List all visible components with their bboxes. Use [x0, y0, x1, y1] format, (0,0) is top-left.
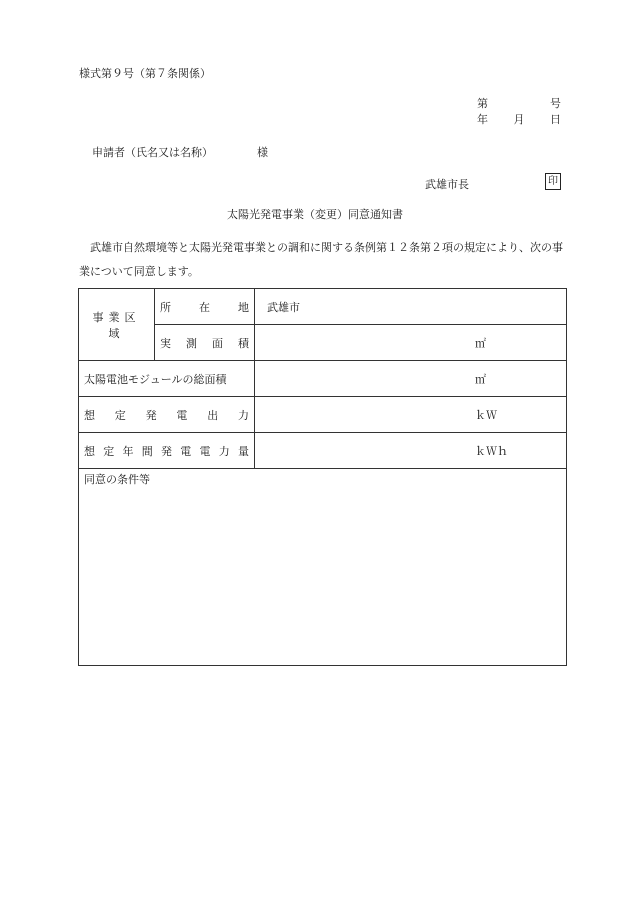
label-char: 想	[84, 408, 95, 422]
label-char: 量	[238, 444, 249, 458]
table-row	[79, 289, 567, 325]
label-char: 測	[186, 336, 197, 350]
measured-area-value[interactable]	[255, 325, 567, 361]
conditions-label: 同意の条件等	[84, 473, 150, 486]
label-char: 電	[199, 444, 211, 458]
location-value[interactable]: 武雄市	[255, 289, 567, 325]
date-year: 年	[477, 113, 488, 126]
applicant-label: 申請者（氏名又は名称）	[92, 146, 213, 159]
output-unit: ｋＷ	[475, 408, 497, 422]
body-text: 武雄市自然環境等と太陽光発電事業との調和に関する条例第１２条第２項の規定により、次の事業について同意します。	[79, 241, 563, 278]
output-label	[79, 397, 255, 433]
label-char: 間	[141, 444, 153, 458]
label-char: 発	[161, 444, 172, 458]
date-month: 月	[513, 113, 525, 126]
measured-area-label	[155, 325, 255, 361]
table-row	[79, 361, 567, 397]
table-row	[79, 433, 567, 469]
conditions-field[interactable]	[79, 469, 567, 666]
applicant-line	[92, 144, 268, 160]
number-suffix: 号	[550, 97, 561, 110]
label-char: 想	[84, 444, 95, 458]
annual-generation-unit: ｋＷｈ	[475, 444, 508, 458]
panel-area-label: 太陽電池モジュールの総面積	[79, 361, 255, 397]
document-title: 太陽光発電事業（変更）同意通知書	[227, 208, 403, 221]
label-char: 積	[238, 336, 249, 350]
form-number: 様式第９号（第７条関係）	[79, 67, 211, 80]
panel-area-unit: ㎡	[475, 372, 486, 386]
project-area-text: 事業区域	[92, 310, 141, 340]
location-label	[155, 289, 255, 325]
project-area-label	[79, 289, 155, 361]
label-char: 所	[160, 300, 171, 314]
output-value[interactable]	[255, 397, 567, 433]
document-number-line	[477, 95, 561, 111]
project-info-table	[78, 288, 567, 666]
seal-stamp-box: 印	[545, 173, 561, 190]
number-prefix: 第	[477, 97, 488, 110]
label-char: 年	[122, 444, 134, 458]
label-char: 定	[114, 408, 126, 422]
label-char: 電	[176, 408, 188, 422]
table-row	[79, 469, 567, 666]
date-day: 日	[550, 113, 561, 126]
label-char: 出	[207, 408, 219, 422]
label-char: 実	[160, 336, 171, 350]
panel-area-value[interactable]	[255, 361, 567, 397]
annual-generation-value[interactable]	[255, 433, 567, 469]
label-char: 電	[180, 444, 192, 458]
table-row	[79, 397, 567, 433]
label-char: 面	[212, 336, 223, 350]
annual-generation-label	[79, 433, 255, 469]
issuer-title: 武雄市長	[425, 178, 469, 191]
measured-area-unit: ㎡	[475, 336, 486, 350]
label-char: 発	[145, 408, 157, 422]
label-char: 地	[238, 300, 249, 314]
date-line	[477, 111, 561, 127]
label-char: 力	[218, 444, 230, 458]
label-char: 在	[199, 300, 210, 314]
label-char: 力	[237, 408, 249, 422]
label-char: 定	[103, 444, 115, 458]
applicant-honorific: 様	[257, 146, 268, 159]
